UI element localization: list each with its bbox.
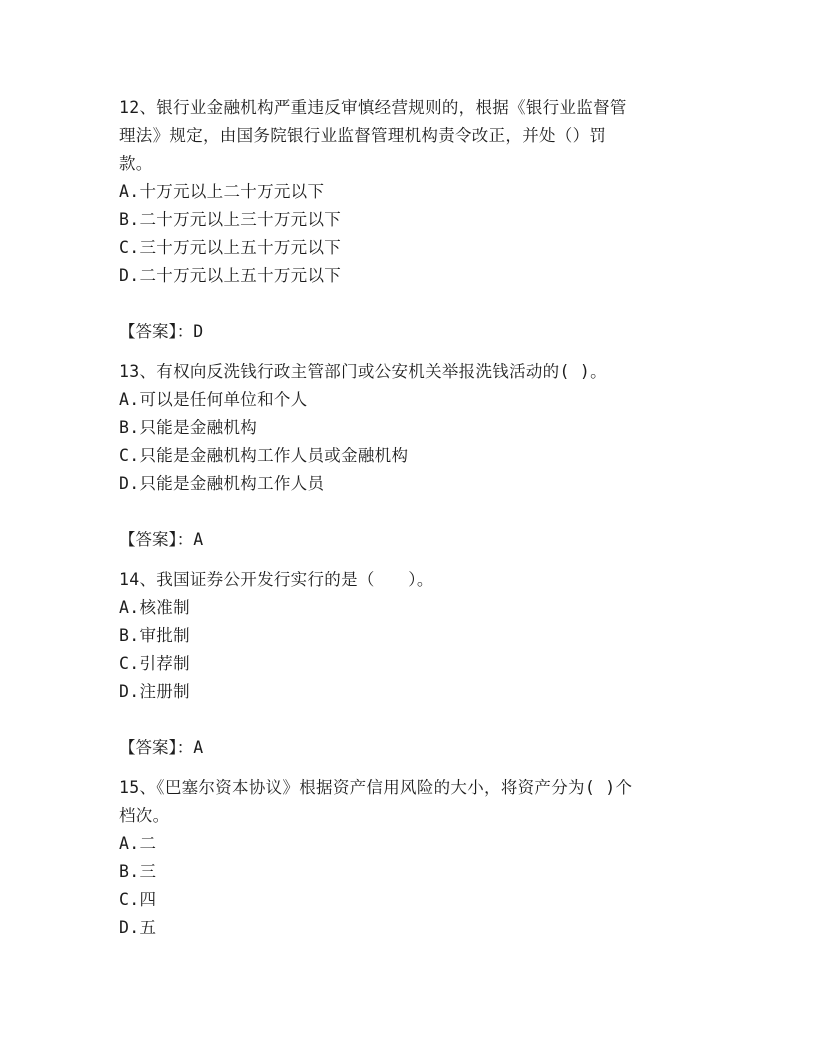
option-c: C.四 — [119, 890, 157, 909]
option-d: D.注册制 — [119, 682, 190, 701]
answer-label: 【答案】：A — [119, 530, 204, 549]
question-stem-line: 13、有权向反洗钱行政主管部门或公安机关举报洗钱活动的( )。 — [119, 362, 607, 381]
question-stem-line: 理法》规定，由国务院银行业监督管理机构责令改正，并处（）罚 — [119, 126, 607, 145]
question-stem-line: 档次。 — [119, 806, 170, 825]
question-stem-line: 14、我国证券公开发行实行的是（ ）。 — [119, 570, 434, 589]
option-c: C.引荐制 — [119, 654, 190, 673]
question-stem-line: 12、银行业金融机构严重违反审慎经营规则的，根据《银行业监督管 — [119, 98, 627, 117]
option-a: A.二 — [119, 834, 157, 853]
question-stem-line: 15、《巴塞尔资本协议》根据资产信用风险的大小，将资产分为( )个 — [119, 778, 633, 797]
option-b: B.二十万元以上三十万元以下 — [119, 210, 342, 229]
option-a: A.核准制 — [119, 598, 190, 617]
option-a: A.可以是任何单位和个人 — [119, 390, 308, 409]
option-b: B.三 — [119, 862, 157, 881]
option-b: B.只能是金融机构 — [119, 418, 258, 437]
option-d: D.只能是金融机构工作人员 — [119, 474, 325, 493]
option-d: D.二十万元以上五十万元以下 — [119, 266, 342, 285]
option-a: A.十万元以上二十万元以下 — [119, 182, 325, 201]
option-c: C.三十万元以上五十万元以下 — [119, 238, 342, 257]
question-stem-line: 款。 — [119, 154, 153, 173]
answer-label: 【答案】：A — [119, 738, 204, 757]
option-c: C.只能是金融机构工作人员或金融机构 — [119, 446, 409, 465]
option-d: D.五 — [119, 918, 157, 937]
option-b: B.审批制 — [119, 626, 190, 645]
answer-label: 【答案】：D — [119, 322, 204, 341]
